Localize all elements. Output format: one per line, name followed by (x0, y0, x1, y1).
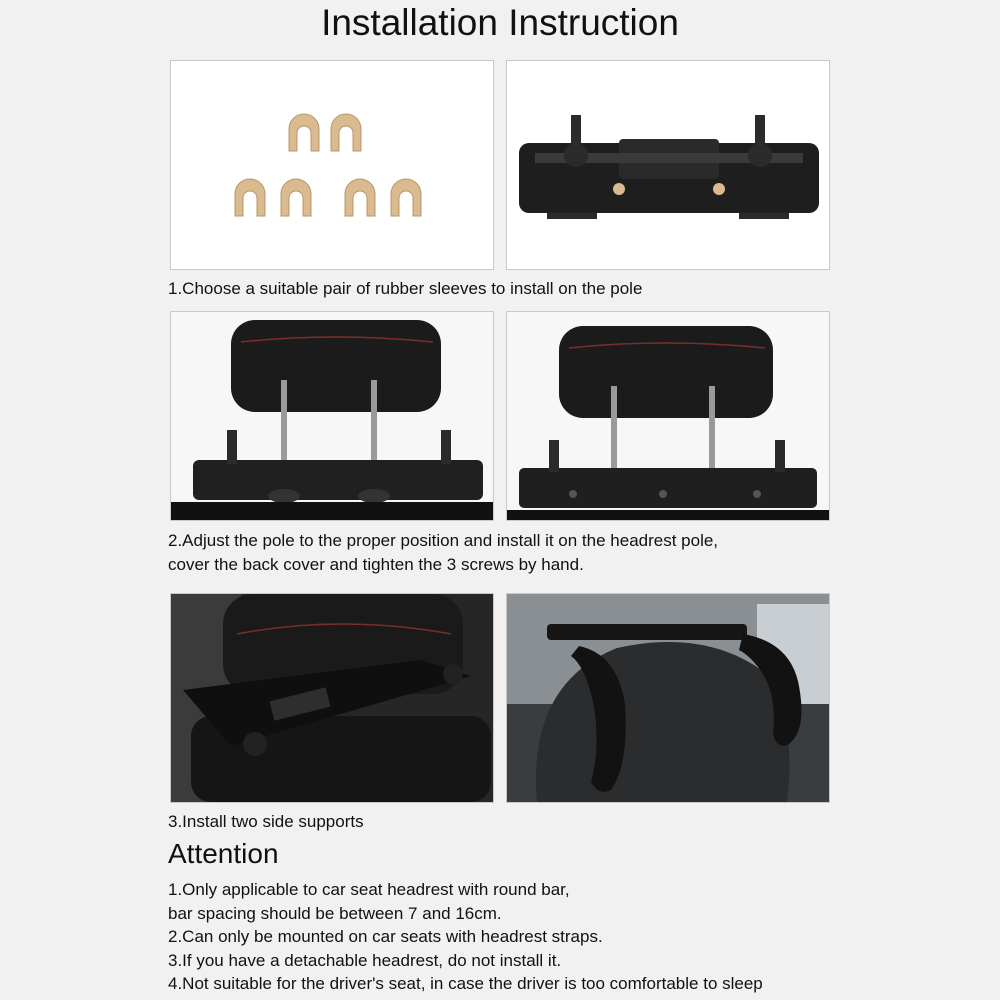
headrest-covered-photo (506, 311, 830, 521)
bracket-photo (506, 60, 830, 270)
step-2-caption (168, 529, 718, 577)
caption-line: 1.Choose a suitable pair of rubber sleeves to install on the pole (168, 279, 643, 298)
attention-heading: Attention (168, 838, 279, 869)
note-line: 4.Not suitable for the driver's seat, in case the driver is too comfortable to sleep (168, 974, 763, 993)
side-supports-photo (506, 593, 830, 803)
attention-notes (168, 878, 763, 996)
caption-line: cover the back cover and tighten the 3 screws by hand. (168, 555, 584, 574)
headrest-install-photo (170, 311, 494, 521)
seat-bracket-photo (170, 593, 494, 803)
page-title: Installation Instruction (321, 2, 679, 43)
step-3-caption (168, 810, 364, 834)
note-line: 2.Can only be mounted on car seats with headrest straps. (168, 927, 603, 946)
rubber-sleeves-photo (170, 60, 494, 270)
caption-line: 2.Adjust the pole to the proper position and install it on the headrest pole, (168, 531, 719, 550)
note-line: bar spacing should be between 7 and 16cm. (168, 903, 502, 923)
note-line: 1.Only applicable to car seat headrest with round bar, (168, 880, 570, 899)
caption-line: 3.Install two side supports (168, 812, 364, 831)
step-1-caption (168, 277, 642, 301)
note-line: 3.If you have a detachable headrest, do not install it. (168, 950, 562, 970)
